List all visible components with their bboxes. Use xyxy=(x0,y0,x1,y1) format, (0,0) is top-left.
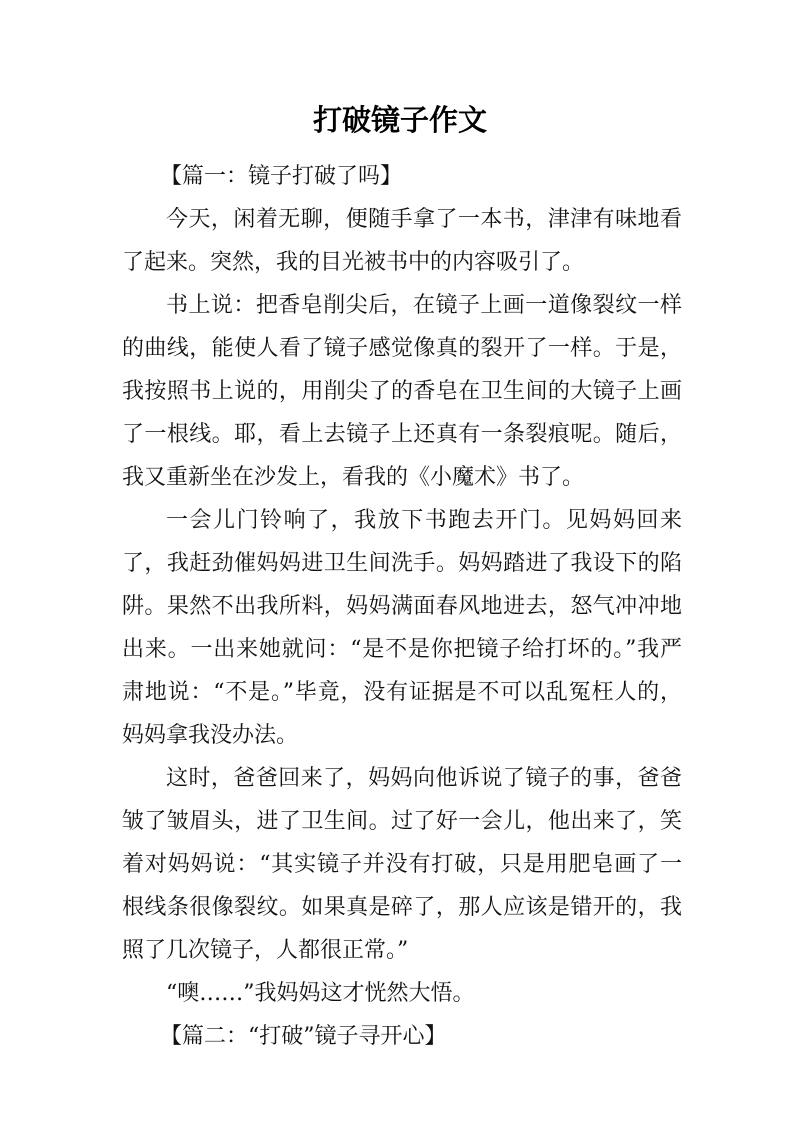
section-heading-1: 【篇一：镜子打破了吗】 xyxy=(160,164,403,189)
paragraph-2: 书上说：把香皂削尖后，在镜子上画一道像裂纹一样的曲线，能使人看了镜子感觉像真的裂开了一样。于是，我按照书上说的，用削尖了的香皂在卫生间的大镜子上画了一根线。耶，看上去镜子上还真有一条裂痕呢。随后，我又重新坐在沙发上，看我的《小魔术》书了。 xyxy=(122,293,682,490)
document-body xyxy=(122,155,682,1058)
section-heading-2: 【篇二：“打破”镜子寻开心】 xyxy=(160,1024,447,1049)
paragraph-1: 今天，闲着无聊，便随手拿了一本书，津津有味地看了起来。突然，我的目光被书中的内容吸引了。 xyxy=(122,207,682,275)
document-title: 打破镜子作文 xyxy=(312,103,487,137)
paragraph-5: “噢……”我妈妈这才恍然大悟。 xyxy=(166,981,475,1006)
paragraph-4: 这时，爸爸回来了，妈妈向他诉说了镜子的事，爸爸皱了皱眉头，进了卫生间。过了好一会儿，他出来了，笑着对妈妈说：“其实镜子并没有打破，只是用肥皂画了一根线条很像裂纹。如果真是碎了，那人应该是错开的，我照了几次镜子，人都很正常。” xyxy=(122,766,682,963)
paragraph-3: 一会儿门铃响了，我放下书跑去开门。见妈妈回来了，我赶劲催妈妈进卫生间洗手。妈妈踏进了我设下的陷阱。果然不出我所料，妈妈满面春风地进去，怒气冲冲地出来。一出来她就问：“是不是你把镜子给打坏的。”我严肃地说：“不是。”毕竟，没有证据是不可以乱冤枉人的，妈妈拿我没办法。 xyxy=(122,508,682,748)
